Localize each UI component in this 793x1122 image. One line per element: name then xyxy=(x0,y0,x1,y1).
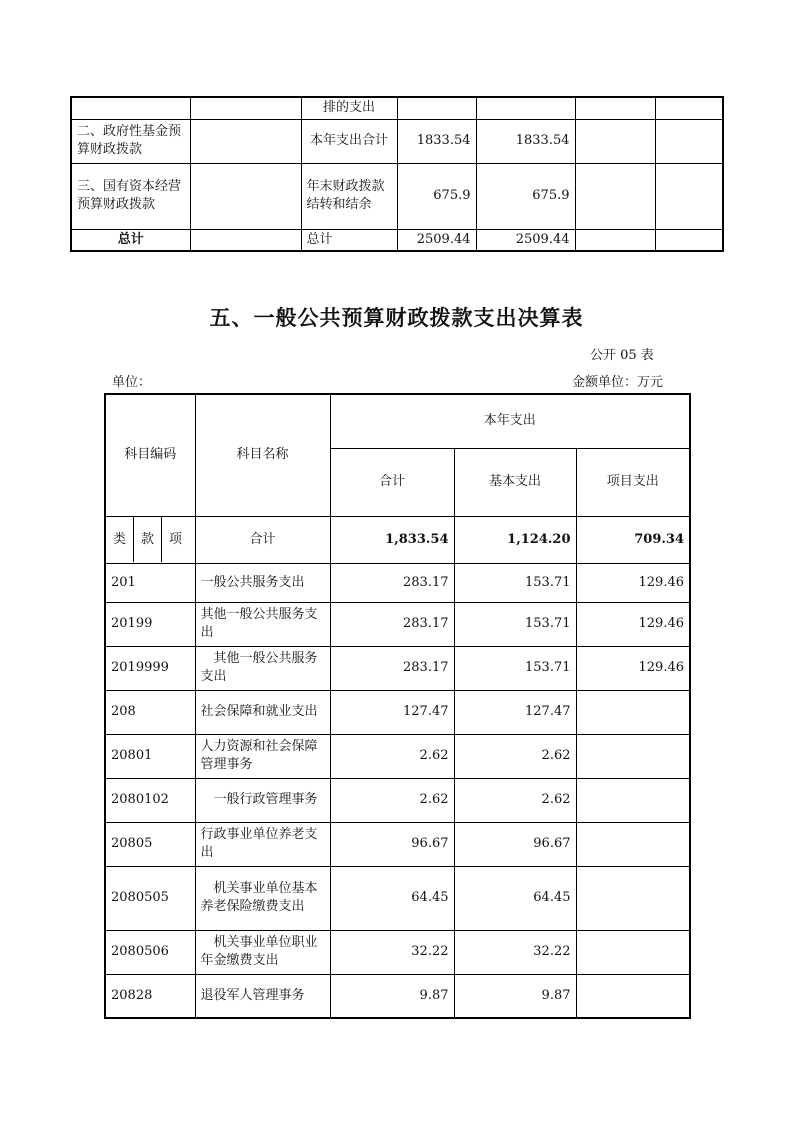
row-project xyxy=(576,866,690,930)
row-total: 2.62 xyxy=(330,734,454,778)
row-code: 20801 xyxy=(105,734,195,778)
table-row xyxy=(105,930,690,974)
row-total: 283.17 xyxy=(330,602,454,646)
header-basic: 基本支出 xyxy=(454,448,576,516)
cell xyxy=(190,119,301,163)
row-name xyxy=(71,97,190,119)
row-code: 20828 xyxy=(105,974,195,1018)
row-basic: 153.71 xyxy=(454,646,576,690)
code-subheader xyxy=(105,516,195,563)
row-name: 机关事业单位基本养老保险缴费支出 xyxy=(195,866,330,930)
total-label: 合计 xyxy=(195,516,330,563)
row-name: 人力资源和社会保障管理事务 xyxy=(195,734,330,778)
header-total: 合计 xyxy=(330,448,454,516)
cell: 排的支出 xyxy=(301,97,397,119)
cell xyxy=(575,119,655,163)
row-name: 退役军人管理事务 xyxy=(195,974,330,1018)
cell xyxy=(575,163,655,229)
row-basic: 2.62 xyxy=(454,734,576,778)
header-kuan: 款 xyxy=(133,517,162,562)
row-name: 机关事业单位职业年金缴费支出 xyxy=(195,930,330,974)
cell xyxy=(655,229,723,251)
row-total: 2.62 xyxy=(330,778,454,822)
row-code: 20805 xyxy=(105,822,195,866)
row-name: 三、国有资本经营预算财政拨款 xyxy=(71,163,190,229)
cell xyxy=(190,229,301,251)
cell: 本年支出合计 xyxy=(301,119,397,163)
expenditure-table xyxy=(104,393,691,1019)
section-title: 五、一般公共预算财政拨款支出决算表 xyxy=(209,305,584,330)
row-name: 一般公共服务支出 xyxy=(195,563,330,602)
total-basic: 1,124.20 xyxy=(454,516,576,563)
row-name: 二、政府性基金预算财政拨款 xyxy=(71,119,190,163)
table-row xyxy=(105,866,690,930)
row-name: 其他一般公共服务支出 xyxy=(195,646,330,690)
row-total: 127.47 xyxy=(330,690,454,734)
row-code: 20199 xyxy=(105,602,195,646)
cell xyxy=(476,97,575,119)
row-project xyxy=(576,690,690,734)
table-row xyxy=(71,163,723,229)
header-project: 项目支出 xyxy=(576,448,690,516)
header-name: 科目名称 xyxy=(195,394,330,516)
cell xyxy=(575,229,655,251)
cell: 2509.44 xyxy=(476,229,575,251)
row-code: 2080505 xyxy=(105,866,195,930)
row-total: 9.87 xyxy=(330,974,454,1018)
row-total: 96.67 xyxy=(330,822,454,866)
row-code: 2019999 xyxy=(105,646,195,690)
total-row xyxy=(105,516,690,563)
cell xyxy=(655,119,723,163)
row-project: 129.46 xyxy=(576,563,690,602)
row-total: 283.17 xyxy=(330,563,454,602)
row-code: 2080506 xyxy=(105,930,195,974)
table-row xyxy=(105,563,690,602)
table-row xyxy=(105,602,690,646)
table-row xyxy=(105,734,690,778)
row-project xyxy=(576,974,690,1018)
cell: 1833.54 xyxy=(476,119,575,163)
row-basic: 96.67 xyxy=(454,822,576,866)
row-name: 其他一般公共服务支出 xyxy=(195,602,330,646)
row-code: 201 xyxy=(105,563,195,602)
table-row xyxy=(105,778,690,822)
row-project: 129.46 xyxy=(576,646,690,690)
header-lei: 类 xyxy=(112,532,126,547)
form-number: 公开 05 表 xyxy=(590,348,654,363)
cell xyxy=(190,163,301,229)
cell: 675.9 xyxy=(476,163,575,229)
row-project: 129.46 xyxy=(576,602,690,646)
row-project xyxy=(576,778,690,822)
table-row xyxy=(71,119,723,163)
header-current-year: 本年支出 xyxy=(330,394,690,448)
table-row xyxy=(105,646,690,690)
cell: 1833.54 xyxy=(397,119,476,163)
row-name: 一般行政管理事务 xyxy=(195,778,330,822)
cell xyxy=(575,97,655,119)
row-project xyxy=(576,734,690,778)
cell: 年末财政拨款结转和结余 xyxy=(301,163,397,229)
table-row xyxy=(105,974,690,1018)
total-amount: 1,833.54 xyxy=(330,516,454,563)
cell: 总计 xyxy=(301,229,397,251)
row-basic: 64.45 xyxy=(454,866,576,930)
amount-unit-label: 金额单位：万元 xyxy=(572,375,664,390)
row-name: 社会保障和就业支出 xyxy=(195,690,330,734)
row-name: 行政事业单位养老支出 xyxy=(195,822,330,866)
table-row xyxy=(71,97,723,119)
total-project: 709.34 xyxy=(576,516,690,563)
row-project xyxy=(576,930,690,974)
unit-label: 单位： xyxy=(112,375,152,390)
header-code: 科目编码 xyxy=(105,394,195,516)
row-basic: 127.47 xyxy=(454,690,576,734)
table-row xyxy=(105,690,690,734)
row-name: 总计 xyxy=(71,229,190,251)
table-row xyxy=(71,229,723,251)
row-basic: 2.62 xyxy=(454,778,576,822)
row-code: 208 xyxy=(105,690,195,734)
row-basic: 153.71 xyxy=(454,602,576,646)
header-xiang: 项 xyxy=(168,532,182,547)
cell xyxy=(655,97,723,119)
table-row xyxy=(105,822,690,866)
cell: 675.9 xyxy=(397,163,476,229)
row-total: 32.22 xyxy=(330,930,454,974)
row-total: 283.17 xyxy=(330,646,454,690)
row-code: 2080102 xyxy=(105,778,195,822)
cell: 2509.44 xyxy=(397,229,476,251)
cell xyxy=(655,163,723,229)
row-basic: 9.87 xyxy=(454,974,576,1018)
top-summary-table xyxy=(70,96,724,252)
row-basic: 32.22 xyxy=(454,930,576,974)
cell xyxy=(190,97,301,119)
row-project xyxy=(576,822,690,866)
row-total: 64.45 xyxy=(330,866,454,930)
cell xyxy=(397,97,476,119)
row-basic: 153.71 xyxy=(454,563,576,602)
